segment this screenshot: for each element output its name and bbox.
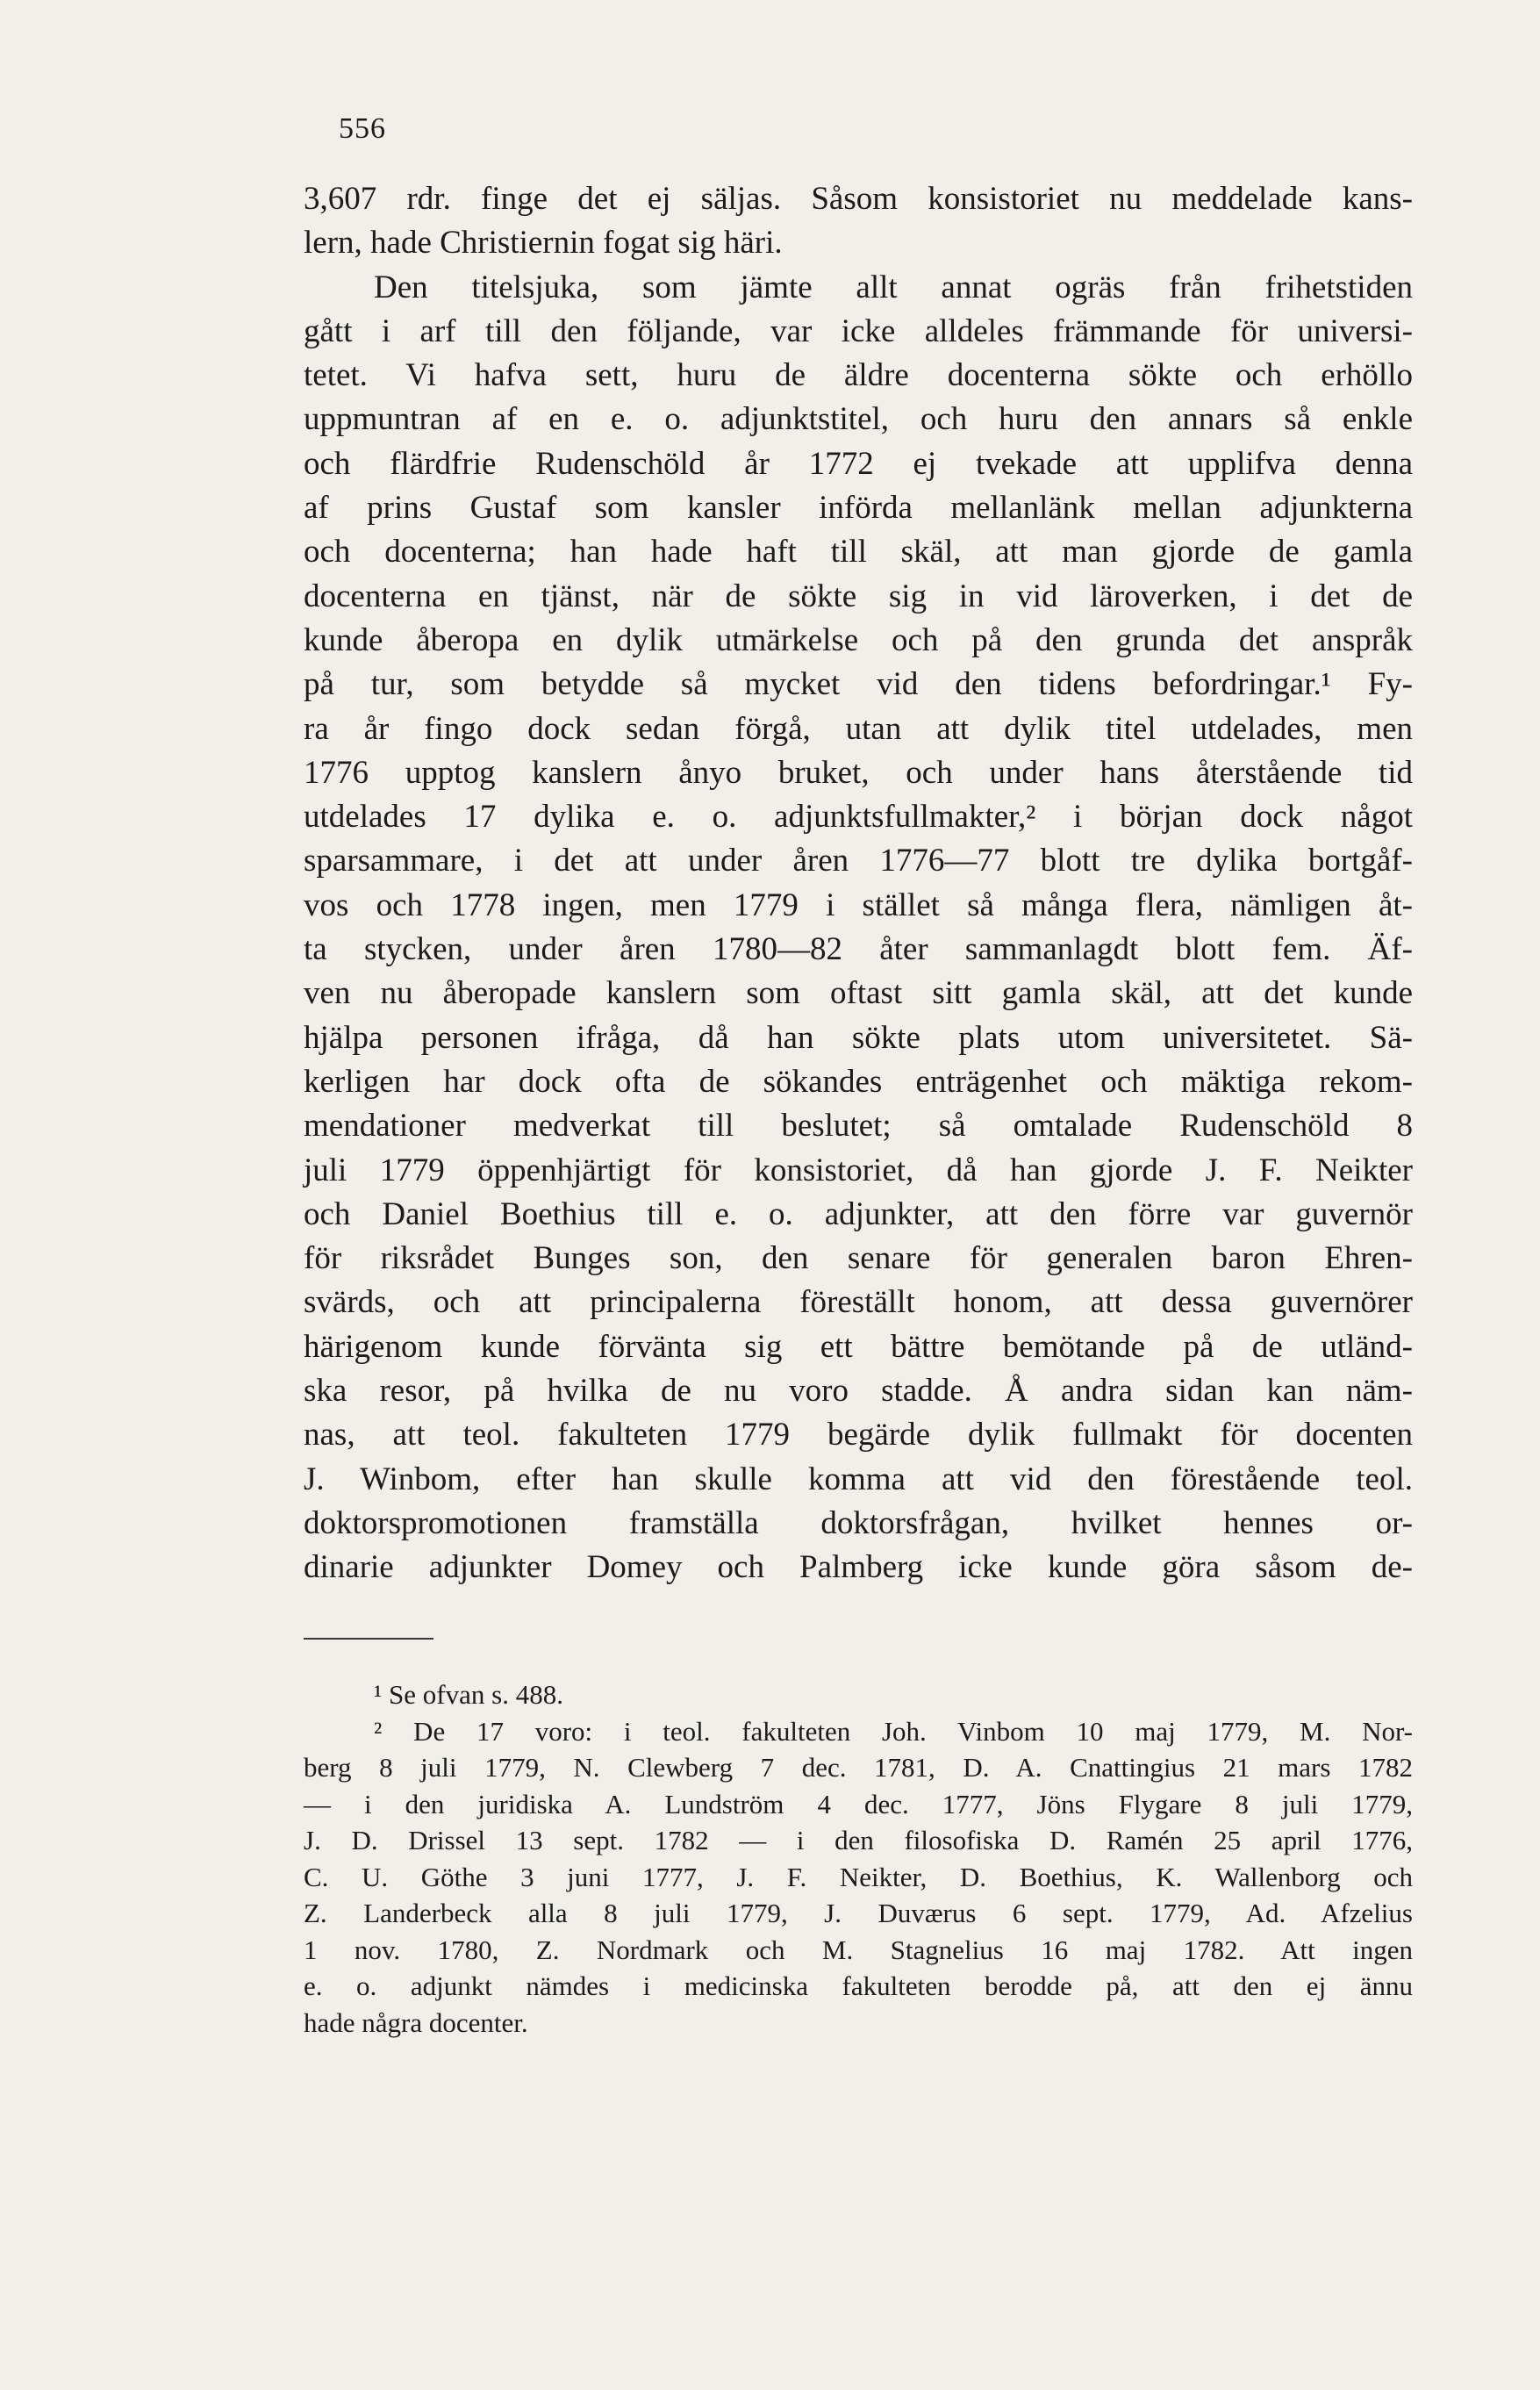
body-line: svärds, och att principalerna föreställt honom, att dessa guvernörer: [304, 1284, 1413, 1321]
body-line: af prins Gustaf som kansler införda mellanlänk mellan adjunkterna: [304, 490, 1413, 527]
footnote-line: e. o. adjunkt nämdes i medicinska fakulteten berodde på, att den ej ännu: [304, 1970, 1413, 2001]
body-line: Den titelsjuka, som jämte allt annat ogräs från frihetstiden: [374, 269, 1413, 305]
body-line: mendationer medverkat till beslutet; så omtalade Rudenschöld 8: [304, 1108, 1413, 1145]
footnotes: [304, 1676, 1413, 2041]
body-line: docenterna en tjänst, när de sökte sig in vid läroverken, i det de: [304, 578, 1413, 614]
body-line: och Daniel Boethius till e. o. adjunkter, att den förre var guvernör: [304, 1195, 1413, 1232]
body-line: hjälpa personen ifråga, då han sökte plats utom universitetet. Sä-: [304, 1019, 1413, 1056]
body-line: ta stycken, under åren 1780—82 åter sammanlagdt blott fem. Äf-: [304, 931, 1413, 968]
body-line: doktorspromotionen framställa doktorsfrågan, hvilket hennes or-: [304, 1504, 1413, 1541]
footnote-line: hade några docenter.: [304, 2006, 528, 2038]
body-line: juli 1779 öppenhjärtigt för konsistoriet, då han gjorde J. F. Neikter: [304, 1152, 1413, 1188]
footnote-line: — i den juridiska A. Lundström 4 dec. 1777, Jöns Flygare 8 juli 1779,: [304, 1788, 1413, 1819]
body-line: gått i arf till den följande, var icke alldeles främmande för universi-: [304, 312, 1413, 349]
body-line: ska resor, på hvilka de nu voro stadde. Å andra sidan kan näm-: [304, 1373, 1413, 1410]
body-line: för riksrådet Bunges son, den senare för generalen baron Ehren-: [304, 1240, 1413, 1277]
footnote-line: Z. Landerbeck alla 8 juli 1779, J. Duværus 6 sept. 1779, Ad. Afzelius: [304, 1898, 1413, 1928]
body-line: och flärdfrie Rudenschöld år 1772 ej tvekade att upplifva denna: [304, 445, 1413, 482]
body-line: nas, att teol. fakulteten 1779 begärde dylik fullmakt för docenten: [304, 1417, 1413, 1453]
body-line: J. Winbom, efter han skulle komma att vid den förestående teol.: [304, 1461, 1413, 1497]
footnote-line: C. U. Göthe 3 juni 1777, J. F. Neikter, D. Boethius, K. Wallenborg och: [304, 1861, 1413, 1892]
body-line: lern, hade Christiernin fogat sig häri.: [304, 225, 783, 262]
body-line: kerligen har dock ofta de sökandes enträgenhet och mäktiga rekom-: [304, 1063, 1413, 1100]
body-line: härigenom kunde förvänta sig ett bättre bemötande på de utländ-: [304, 1328, 1413, 1365]
footnote-divider: [304, 1638, 433, 1640]
body-line: dinarie adjunkter Domey och Palmberg icke kunde göra såsom de-: [304, 1549, 1413, 1586]
body-line: utdelades 17 dylika e. o. adjunktsfullmakter,² i början dock något: [304, 799, 1413, 836]
body-line: uppmuntran af en e. o. adjunktstitel, och huru den annars så enkle: [304, 401, 1413, 438]
body-line: 3,607 rdr. finge det ej säljas. Såsom konsistoriet nu meddelade kans-: [304, 181, 1413, 217]
footnote-line: ² De 17 voro: i teol. fakulteten Joh. Vinbom 10 maj 1779, M. Nor-: [374, 1715, 1413, 1747]
body-line: ven nu åberopade kanslern som oftast sitt gamla skäl, att det kunde: [304, 975, 1413, 1012]
footnote-line: ¹ Se ofvan s. 488.: [374, 1679, 563, 1710]
body-line: tetet. Vi hafva sett, huru de äldre docenterna sökte och erhöllo: [304, 357, 1413, 394]
page-number: 556: [339, 112, 386, 145]
footnote-line: berg 8 juli 1779, N. Clewberg 7 dec. 1781, D. A. Cnattingius 21 mars 1782: [304, 1752, 1413, 1783]
body-line: på tur, som betydde så mycket vid den tidens befordringar.¹ Fy-: [304, 666, 1413, 703]
footnote-line: J. D. Drissel 13 sept. 1782 — i den filosofiska D. Ramén 25 april 1776,: [304, 1825, 1413, 1855]
body-line: och docenterna; han hade haft till skäl, att man gjorde de gamla: [304, 534, 1413, 571]
body-line: kunde åberopa en dylik utmärkelse och på den grunda det anspråk: [304, 621, 1413, 658]
body-line: ra år fingo dock sedan förgå, utan att dylik titel utdelades, men: [304, 710, 1413, 747]
footnote-line: 1 nov. 1780, Z. Nordmark och M. Stagnelius 16 maj 1782. Att ingen: [304, 1934, 1413, 1965]
body-line: sparsammare, i det att under åren 1776—77 blott tre dylika bortgåf-: [304, 843, 1413, 879]
body-line: 1776 upptog kanslern ånyo bruket, och under hans återstående tid: [304, 754, 1413, 791]
body-text: [304, 177, 1413, 1590]
body-line: vos och 1778 ingen, men 1779 i stället så många flera, nämligen åt-: [304, 886, 1413, 923]
